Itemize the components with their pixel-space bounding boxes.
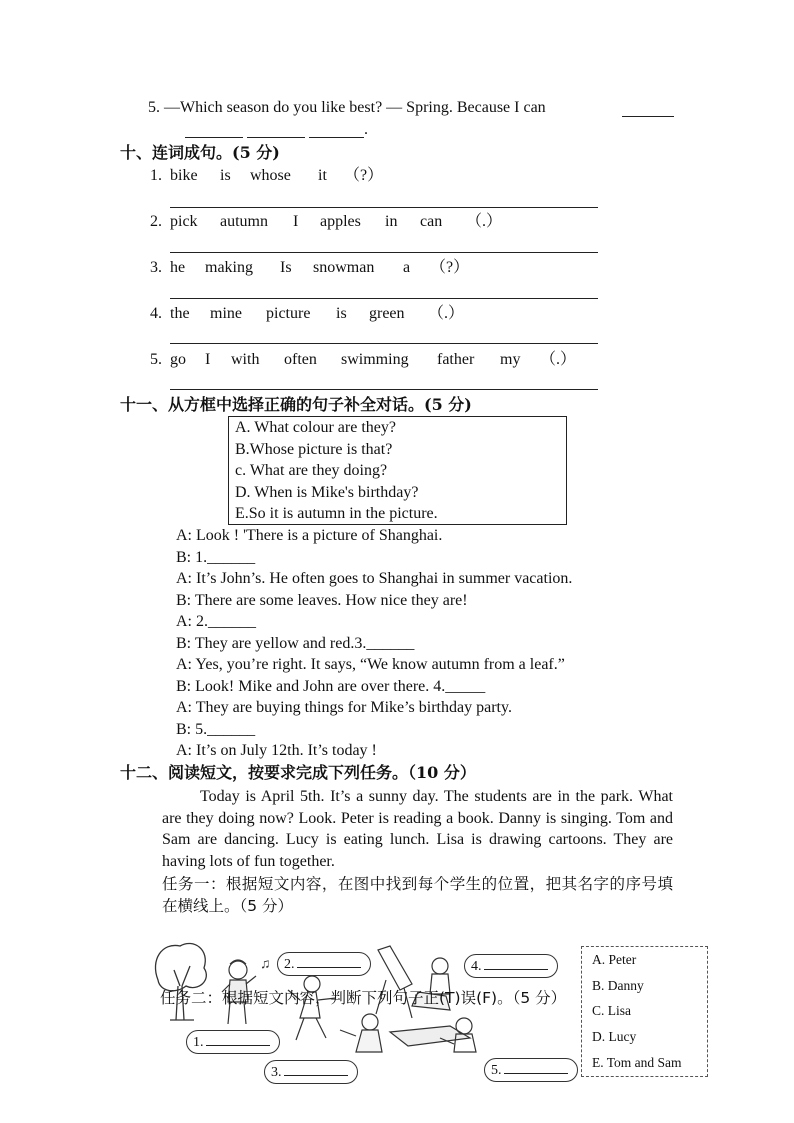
sentence-5-word: swimming	[341, 351, 409, 368]
sentence-2-word: pick	[170, 213, 198, 230]
name-c: C. Lisa	[592, 1003, 631, 1018]
option-b: B.Whose picture is that?	[235, 441, 393, 458]
dialogue-line: A: Yes, you’re right. It says, “We know autumn from a leaf.”	[176, 656, 565, 673]
sentence-5-word: （.）	[540, 351, 577, 368]
sentence-3-word: a	[403, 259, 411, 276]
sentence-1-answer-line[interactable]	[170, 207, 598, 208]
sentence-3-answer-line[interactable]	[170, 298, 598, 299]
q5-blank-1[interactable]	[622, 116, 674, 117]
q5-blank-3[interactable]	[247, 137, 305, 138]
sentence-3-word: he	[170, 259, 186, 276]
sentence-1-word: （?）	[344, 167, 384, 184]
q5-blank-2[interactable]	[185, 137, 243, 138]
bubble-5-blank[interactable]	[504, 1059, 568, 1074]
option-c: c. What are they doing?	[235, 462, 388, 479]
section-12-title: 十二、阅读短文，按要求完成下列任务。（10 分）	[120, 763, 476, 782]
sentence-4-word: the	[170, 305, 190, 322]
sentence-1-word: bike	[170, 167, 198, 184]
q5-text: 5. —Which season do you like best? — Spring. Because I can	[148, 99, 546, 116]
sentence-2-number: 2.	[150, 213, 162, 230]
reading-passage: Today is April 5th. It’s a sunny day. The students are in the park. What are they doing now? Look. Peter is reading a book. Danny is singing. Tom and Sam are dancing. Lucy is eating lunch. Lisa is drawing cartoons. They are having lots of fun together.	[162, 788, 673, 870]
sentence-5-word: with	[231, 351, 260, 368]
sentence-5-word: often	[284, 351, 317, 368]
sentence-3-number: 3.	[150, 259, 162, 276]
sentence-5-word: I	[205, 351, 211, 368]
sentence-2-word: in	[385, 213, 398, 230]
bubble-1-blank[interactable]	[206, 1031, 270, 1046]
sentence-4-word: is	[336, 305, 347, 322]
sentence-2-word: apples	[320, 213, 361, 230]
dialogue-line: B: Look! Mike and John are over there. 4._____	[176, 677, 486, 695]
sentence-5-word: go	[170, 351, 186, 368]
option-a: A. What colour are they?	[235, 419, 396, 436]
name-d: D. Lucy	[592, 1029, 637, 1044]
sentence-4-word: green	[369, 305, 405, 322]
answer-bubble-5[interactable]	[484, 1058, 578, 1082]
dialogue-line: B: 1.______	[176, 548, 256, 566]
task-2-instruction: 任务二：根据短文内容，判断下列句子正(T)误(F)。（5 分）	[160, 989, 567, 1007]
dialogue-line: B: 5.______	[176, 720, 256, 738]
answer-bubble-3[interactable]	[264, 1060, 358, 1084]
sentence-1-word: is	[220, 167, 231, 184]
answer-bubble-2[interactable]	[277, 952, 371, 976]
option-e: E.So it is autumn in the picture.	[235, 505, 438, 522]
dialogue-line: B: There are some leaves. How nice they are!	[176, 591, 468, 609]
dialogue-line: A: 2.______	[176, 613, 256, 630]
answer-bubble-1[interactable]	[186, 1030, 280, 1054]
dialogue-line: A: Look ! 'There is a picture of Shanghai.	[176, 527, 443, 544]
dialogue-line: A: It’s on July 12th. It’s today !	[176, 742, 377, 759]
sentence-1-word: it	[318, 167, 327, 184]
q5-blank-4[interactable]	[309, 137, 364, 138]
dialogue-line: A: They are buying things for Mike’s birthday party.	[176, 699, 512, 716]
sentence-1-number: 1.	[150, 167, 162, 184]
bubble-4-blank[interactable]	[484, 955, 548, 970]
sentence-4-answer-line[interactable]	[170, 343, 598, 344]
bubble-2-label: 2.	[284, 957, 295, 972]
options-box	[228, 416, 567, 525]
sentence-5-number: 5.	[150, 351, 162, 368]
sentence-3-word: snowman	[313, 259, 375, 276]
sentence-5-word: my	[500, 351, 521, 368]
name-b: B. Danny	[592, 978, 644, 993]
sentence-3-word: Is	[280, 259, 292, 276]
task-1-instruction: 任务一：根据短文内容，在图中找到每个学生的位置，把其名字的序号填在横线上。（5 分）	[162, 875, 673, 915]
sentence-4-word: （.）	[428, 305, 465, 322]
sentence-3-word: making	[205, 259, 253, 276]
sentence-5-word: father	[437, 351, 475, 368]
dialogue-line: B: They are yellow and red.3.______	[176, 634, 415, 652]
sentence-4-number: 4.	[150, 305, 162, 322]
section-11-title: 十一、从方框中选择正确的句子补全对话。(5 分)	[120, 395, 472, 414]
sentence-2-word: autumn	[220, 213, 268, 230]
bubble-3-blank[interactable]	[284, 1061, 348, 1076]
answer-bubble-4[interactable]	[464, 954, 558, 978]
sentence-2-word: can	[420, 213, 443, 230]
dialogue-line: A: It’s John’s. He often goes to Shanghai in summer vacation.	[176, 570, 573, 587]
sentence-1-word: whose	[250, 167, 291, 184]
bubble-1-label: 1.	[193, 1035, 204, 1050]
sentence-2-word: （.）	[466, 213, 503, 230]
sentence-4-word: picture	[266, 305, 311, 322]
sentence-2-word: I	[293, 213, 299, 230]
name-a: A. Peter	[592, 952, 637, 967]
svg-text:♫: ♫	[260, 957, 271, 972]
bubble-4-label: 4.	[471, 959, 482, 974]
sentence-2-answer-line[interactable]	[170, 252, 598, 253]
section-10-title: 十、连词成句。(5 分)	[120, 143, 280, 162]
bubble-2-blank[interactable]	[297, 953, 361, 968]
q5-period: .	[364, 121, 368, 138]
sentence-5-answer-line[interactable]	[170, 389, 598, 390]
sentence-4-word: mine	[210, 305, 242, 322]
bubble-3-label: 3.	[271, 1065, 282, 1080]
option-d: D. When is Mike's birthday?	[235, 484, 419, 501]
bubble-5-label: 5.	[491, 1063, 502, 1078]
name-e: E. Tom and Sam	[592, 1055, 682, 1070]
sentence-3-word: （?）	[430, 259, 470, 276]
